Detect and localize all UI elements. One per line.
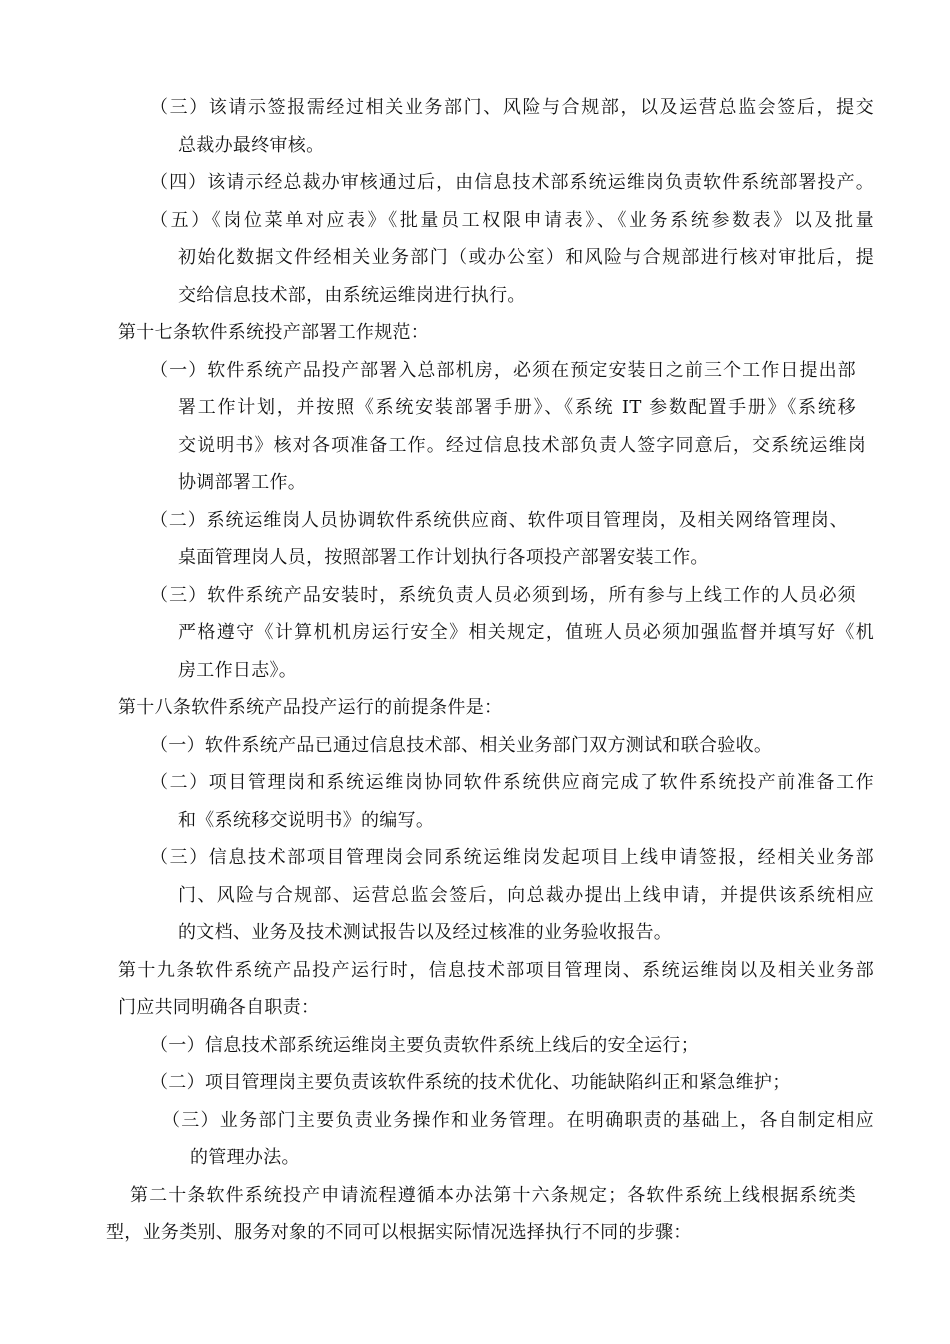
paragraph-line: 署工作计划，并按照《系统安装部署手册》、《系统 IT 参数配置手册》《系统移: [178, 397, 856, 418]
paragraph-line: （三）软件系统产品安装时，系统负责人员必须到场，所有参与上线工作的人员必须: [150, 585, 856, 606]
paragraph-line: 的文档、业务及技术测试报告以及经过核准的业务验收报告。: [178, 922, 673, 943]
paragraph-line: （四）该请示经总裁办审核通过后，由信息技术部系统运维岗负责软件系统部署投产。: [150, 172, 874, 193]
paragraph-line: 门、风险与合规部、运营总监会签后，向总裁办提出上线申请，并提供该系统相应: [178, 885, 874, 906]
paragraph-line: 桌面管理岗人员，按照部署工作计划执行各项投产部署安装工作。: [178, 547, 709, 568]
paragraph-line: （三）信息技术部项目管理岗会同系统运维岗发起项目上线申请签报，经相关业务部: [150, 847, 874, 868]
paragraph-line: 型，业务类别、服务对象的不同可以根据实际情况选择执行不同的步骤：: [106, 1222, 692, 1243]
paragraph-line: （三）业务部门主要负责业务操作和业务管理。在明确职责的基础上，各自制定相应: [162, 1110, 874, 1131]
paragraph-line: （五）《岗位菜单对应表》《批量员工权限申请表》、《业务系统参数表》以及批量: [150, 210, 874, 231]
article-heading: 第十九条软件系统产品投产运行时，信息技术部项目管理岗、系统运维岗以及相关业务部: [118, 960, 874, 981]
article-heading: 第二十条软件系统投产申请流程遵循本办法第十六条规定；各软件系统上线根据系统类: [130, 1185, 856, 1206]
paragraph-line: 严格遵守《计算机机房运行安全》相关规定，值班人员必须加强监督并填写好《机: [178, 622, 874, 643]
paragraph-line: 交给信息技术部，由系统运维岗进行执行。: [178, 285, 526, 306]
paragraph-line: （二）系统运维岗人员协调软件系统供应商、软件项目管理岗，及相关网络管理岗、: [150, 510, 848, 531]
paragraph-line: 总裁办最终审核。: [178, 135, 325, 156]
article-heading: 第十八条软件系统产品投产运行的前提条件是：: [118, 697, 503, 718]
paragraph-line: 门应共同明确各自职责：: [118, 997, 320, 1018]
paragraph-line: 和《系统移交说明书》的编写。: [178, 810, 435, 831]
paragraph-line: 交说明书》核对各项准备工作。经过信息技术部负责人签字同意后，交系统运维岗: [178, 435, 866, 456]
paragraph-line: 的管理办法。: [190, 1147, 300, 1168]
paragraph-line: 协调部署工作。: [178, 472, 307, 493]
paragraph-line: （二）项目管理岗主要负责该软件系统的技术优化、功能缺陷纠正和紧急维护；: [150, 1072, 791, 1093]
paragraph-line: （一）信息技术部系统运维岗主要负责软件系统上线后的安全运行；: [150, 1035, 699, 1056]
paragraph-line: （三）该请示签报需经过相关业务部门、风险与合规部，以及运营总监会签后，提交: [150, 97, 874, 118]
paragraph-line: （一）软件系统产品已通过信息技术部、相关业务部门双方测试和联合验收。: [150, 735, 773, 756]
paragraph-line: 初始化数据文件经相关业务部门（或办公室）和风险与合规部进行核对审批后，提: [178, 247, 874, 268]
paragraph-line: （二）项目管理岗和系统运维岗协同软件系统供应商完成了软件系统投产前准备工作: [150, 772, 874, 793]
paragraph-line: （一）软件系统产品投产部署入总部机房，必须在预定安装日之前三个工作日提出部: [150, 360, 856, 381]
paragraph-line: 房工作日志》。: [178, 660, 298, 681]
article-heading: 第十七条软件系统投产部署工作规范：: [118, 322, 430, 343]
